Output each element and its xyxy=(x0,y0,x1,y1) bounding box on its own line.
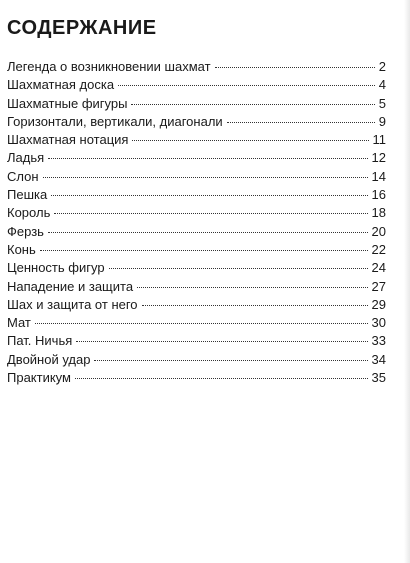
toc-entry xyxy=(7,332,386,350)
toc-leader-dots xyxy=(118,85,375,86)
toc-entry-label: Конь xyxy=(7,241,36,257)
toc-entry-label: Пат. Ничья xyxy=(7,333,73,349)
toc-entry xyxy=(7,241,386,259)
toc-entry xyxy=(7,223,386,241)
toc-leader-dots xyxy=(142,305,368,306)
toc-entry-label: Горизонтали, вертикали, диагонали xyxy=(7,113,223,129)
toc-entry xyxy=(7,95,386,113)
toc-entry-label: Двойной удар xyxy=(7,351,91,367)
toc-entry-page: 22 xyxy=(371,241,386,257)
toc-leader-dots xyxy=(40,250,368,251)
toc-entry-page: 29 xyxy=(371,296,386,312)
toc-entry xyxy=(7,113,386,131)
toc-entry-label: Шах и защита от него xyxy=(7,296,138,312)
page-title: СОДЕРЖАНИЕ xyxy=(7,17,157,39)
toc-entry-label: Ферзь xyxy=(7,223,44,239)
toc-entry xyxy=(7,296,386,314)
toc-leader-dots xyxy=(48,158,367,159)
toc-entry xyxy=(7,131,386,149)
toc-entry-page: 34 xyxy=(371,351,386,367)
toc-entry-page: 35 xyxy=(371,370,386,386)
toc-entry-label: Ладья xyxy=(7,150,45,166)
toc-entry-label: Слон xyxy=(7,168,39,184)
toc-entry xyxy=(7,186,386,204)
toc-entry xyxy=(7,369,386,387)
toc-leader-dots xyxy=(51,195,367,196)
page-fold-shadow xyxy=(404,0,410,563)
toc-entry-page: 30 xyxy=(371,315,386,331)
toc-entry-label: Практикум xyxy=(7,370,71,386)
toc-entry xyxy=(7,351,386,369)
toc-entry-label: Шахматная доска xyxy=(7,77,115,93)
toc-entry-page: 4 xyxy=(378,77,386,93)
toc-entry xyxy=(7,58,386,76)
toc-entry-page: 33 xyxy=(371,333,386,349)
toc-entry-page: 9 xyxy=(378,113,386,129)
toc-leader-dots xyxy=(131,104,374,105)
toc-leader-dots xyxy=(48,232,368,233)
toc-entry xyxy=(7,204,386,222)
toc-entry-page: 5 xyxy=(378,95,386,111)
toc-entry xyxy=(7,314,386,332)
toc-entry xyxy=(7,168,386,186)
toc-entry-page: 11 xyxy=(372,132,386,148)
toc-entry xyxy=(7,149,386,167)
toc-leader-dots xyxy=(227,122,375,123)
toc-entry-label: Мат xyxy=(7,315,31,331)
toc-entry-label: Пешка xyxy=(7,187,48,203)
toc-entry xyxy=(7,76,386,94)
toc-entry-page: 12 xyxy=(371,150,386,166)
toc-leader-dots xyxy=(54,213,367,214)
toc-entry-page: 2 xyxy=(378,59,386,74)
toc-entry-page: 18 xyxy=(371,205,386,221)
toc-entry-label: Король xyxy=(7,205,51,221)
toc-leader-dots xyxy=(76,341,367,342)
toc-entry-label: Легенда о возникновении шахмат xyxy=(7,59,211,74)
toc-leader-dots xyxy=(109,268,368,269)
toc-entry-page: 24 xyxy=(371,260,386,276)
toc-leader-dots xyxy=(215,67,375,68)
toc-entry-label: Шахматные фигуры xyxy=(7,95,128,111)
toc-entry-page: 27 xyxy=(371,278,386,294)
toc-list xyxy=(7,58,386,387)
toc-leader-dots xyxy=(35,323,368,324)
toc-leader-dots xyxy=(137,287,367,288)
toc-entry-page: 20 xyxy=(371,223,386,239)
toc-entry-page: 14 xyxy=(371,168,386,184)
toc-leader-dots xyxy=(132,140,368,141)
toc-entry-label: Нападение и защита xyxy=(7,278,134,294)
toc-leader-dots xyxy=(43,177,368,178)
toc-leader-dots xyxy=(75,378,368,379)
toc-leader-dots xyxy=(94,360,367,361)
toc-entry xyxy=(7,259,386,277)
toc-entry-label: Ценность фигур xyxy=(7,260,105,276)
toc-entry xyxy=(7,278,386,296)
toc-entry-page: 16 xyxy=(371,187,386,203)
toc-entry-label: Шахматная нотация xyxy=(7,132,129,148)
